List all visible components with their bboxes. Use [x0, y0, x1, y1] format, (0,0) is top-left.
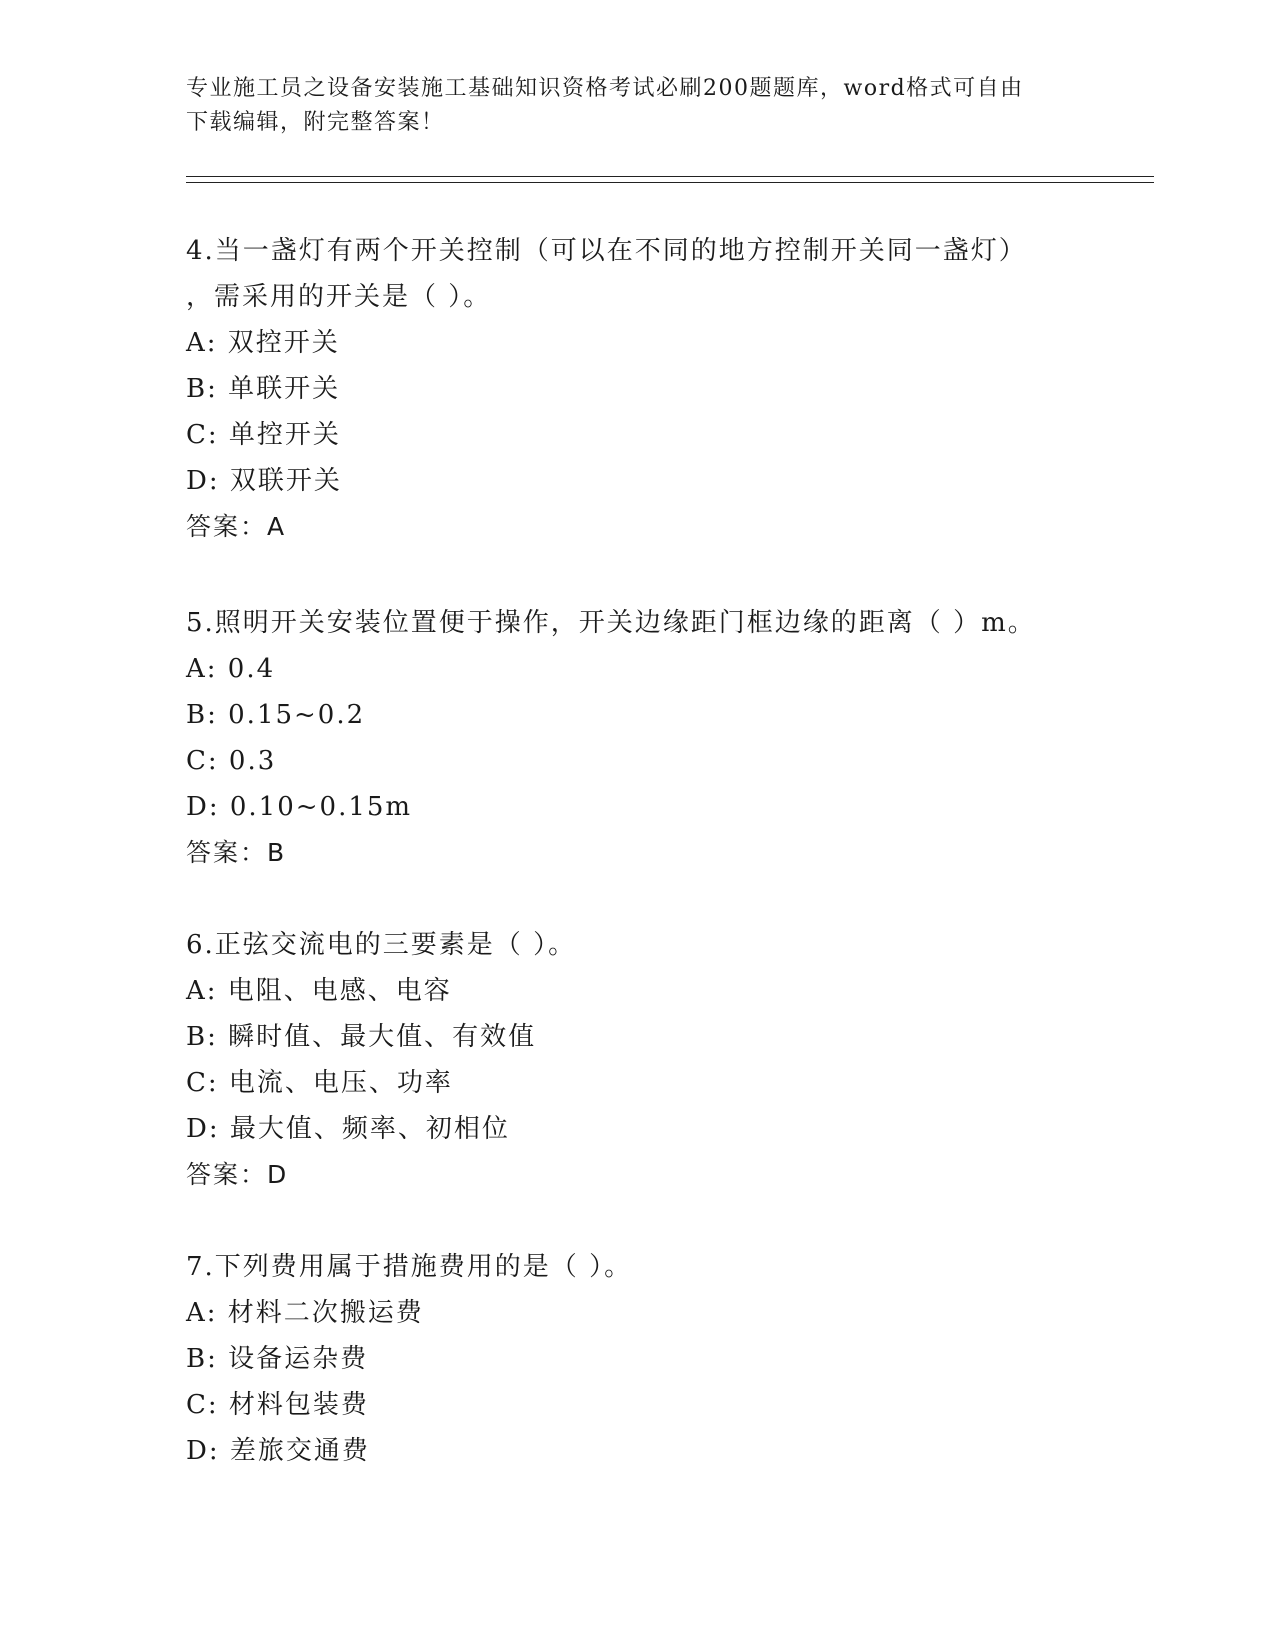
answer: 答案：A — [186, 512, 287, 541]
option-c: C: 电流、电压、功率 — [186, 1068, 453, 1098]
option-d: D: 0.10~0.15m — [186, 792, 413, 822]
question-stem: 4.当一盏灯有两个开关控制（可以在不同的地方控制开关同一盏灯） — [186, 236, 1027, 266]
question-stem: 5.照明开关安装位置便于操作，开关边缘距门框边缘的距离（ ）m。 — [186, 608, 1036, 638]
option-d: D: 差旅交通费 — [186, 1436, 370, 1466]
header-line-2: 下载编辑，附完整答案！ — [186, 110, 445, 135]
question-6 — [186, 922, 1086, 1198]
question-7 — [186, 1244, 1086, 1474]
question-stem: 6.正弦交流电的三要素是（ ）。 — [186, 930, 577, 960]
question-4 — [186, 228, 1086, 550]
option-d: D: 双联开关 — [186, 466, 342, 496]
option-a: A: 电阻、电感、电容 — [186, 976, 452, 1006]
option-c: C: 材料包装费 — [186, 1390, 369, 1420]
header-divider-top — [186, 176, 1154, 177]
option-a: A: 0.4 — [186, 654, 276, 684]
question-5 — [186, 600, 1086, 876]
option-b: B: 单联开关 — [186, 374, 341, 404]
header-divider-bottom — [186, 182, 1154, 183]
answer: 答案：D — [186, 1160, 289, 1189]
question-stem: 7.下列费用属于措施费用的是（ ）。 — [186, 1252, 633, 1282]
header-line-1: 专业施工员之设备安装施工基础知识资格考试必刷200题题库，word格式可自由 — [186, 76, 1024, 101]
document-header — [186, 72, 1086, 140]
option-c: C: 0.3 — [186, 746, 277, 776]
option-d: D: 最大值、频率、初相位 — [186, 1114, 510, 1144]
option-a: A: 双控开关 — [186, 328, 340, 358]
option-b: B: 0.15~0.2 — [186, 700, 366, 730]
question-stem-continued: ，需采用的开关是（ ）。 — [186, 282, 492, 312]
option-a: A: 材料二次搬运费 — [186, 1298, 424, 1328]
option-b: B: 设备运杂费 — [186, 1344, 369, 1374]
option-b: B: 瞬时值、最大值、有效值 — [186, 1022, 537, 1052]
answer: 答案：B — [186, 838, 287, 867]
option-c: C: 单控开关 — [186, 420, 341, 450]
